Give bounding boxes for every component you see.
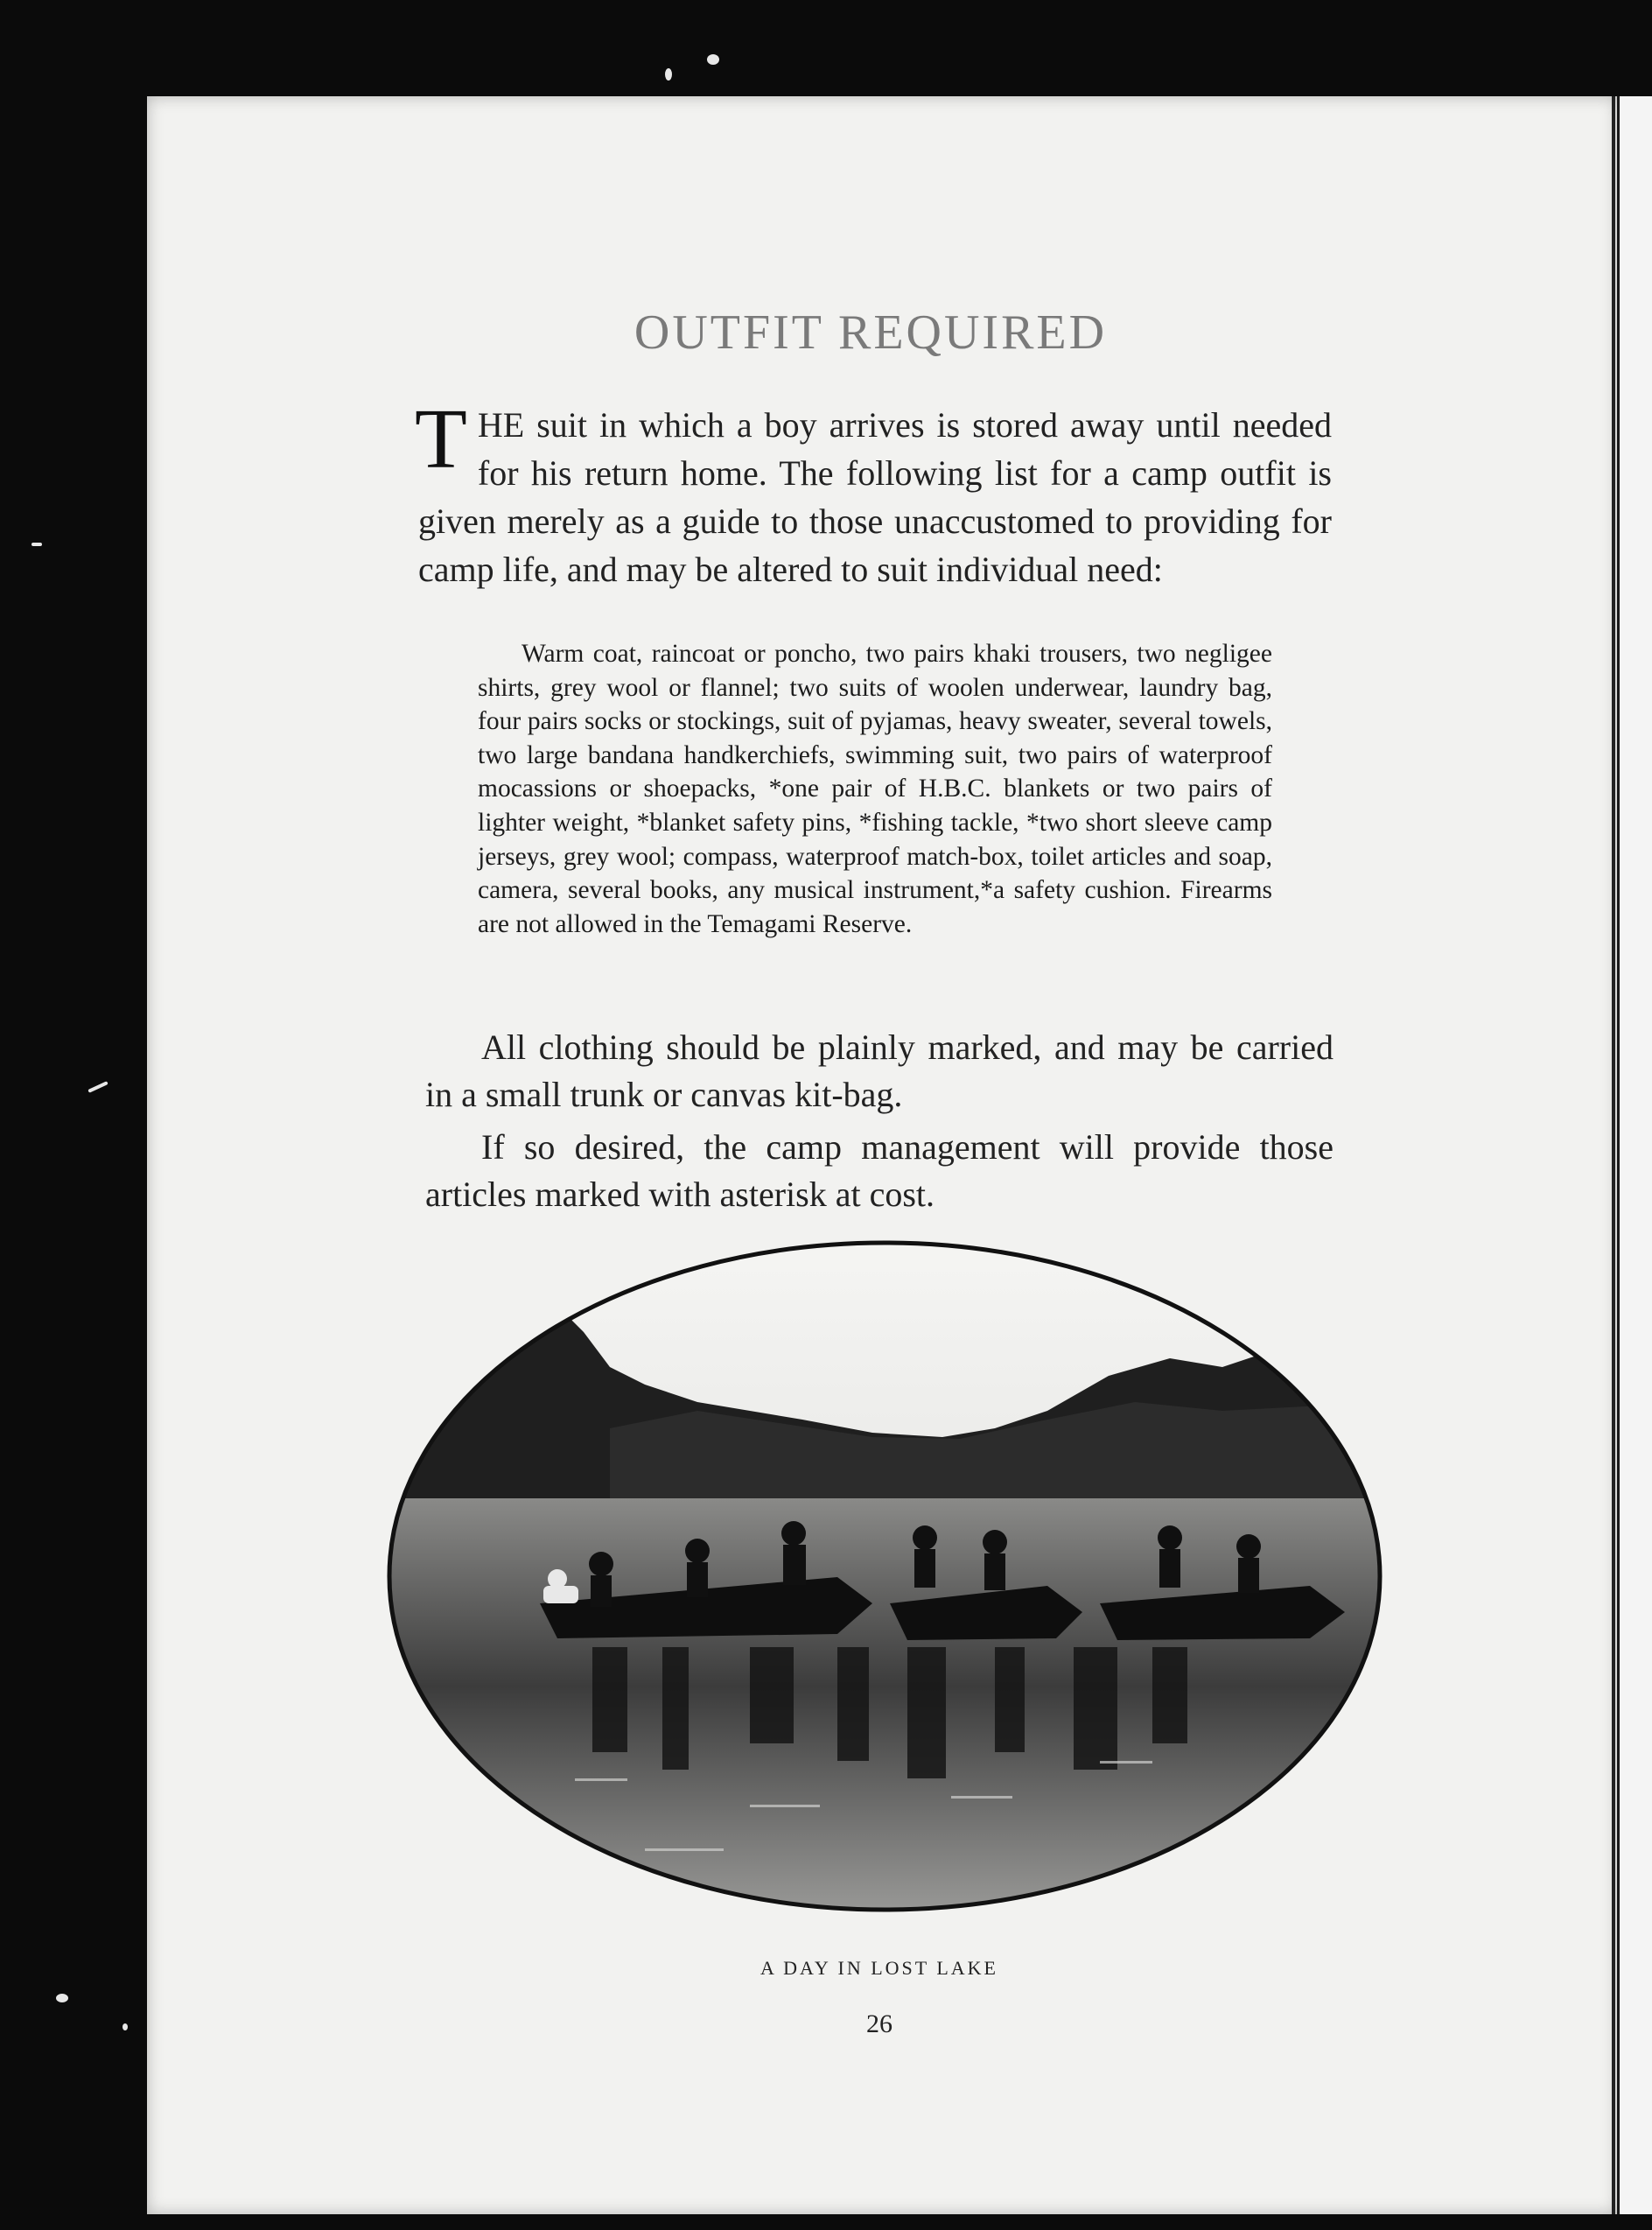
paragraph-marking: All clothing should be plainly marked, and may be carried in a small trunk or canvas kit-bag. xyxy=(425,1027,1334,1114)
scan-speck xyxy=(56,1994,68,2002)
intro-paragraph xyxy=(415,392,1332,593)
scan-speck xyxy=(88,1081,108,1093)
scan-speck xyxy=(665,68,672,81)
page-number: 26 xyxy=(866,2009,892,2038)
outfit-list: Warm coat, raincoat or poncho, two pairs khaki trousers, two negligee shirts, grey wool or flannel; two suits of woolen underwear, laundry bag, four pairs socks or stockings, suit of pyjamas, heavy sweater, several towels, two large bandana handkerchiefs, swimming suit, two pairs of waterproof mocassions or shoepacks, *one pair of H.B.C. blankets or two pairs of lighter weight, *blanket safety pins, *fishing tackle, *two short sleeve camp jerseys, grey wool; compass, waterproof match-box, toilet articles and soap, camera, several books, any musical instrument,*a safety cushion. Firearms are not allowed in the Temagami Reserve. xyxy=(478,640,1272,938)
scan-speck xyxy=(32,543,42,546)
facing-page-edge xyxy=(1617,96,1652,2214)
paragraph-asterisk: If so desired, the camp management will provide those articles marked with asterisk at cost. xyxy=(425,1127,1334,1214)
page-spine xyxy=(1612,96,1615,2214)
photo-caption: A DAY IN LOST LAKE xyxy=(760,1957,998,1979)
lake-photograph xyxy=(382,1236,1387,1917)
intro-text: HE suit in which a boy arrives is stored away until needed for his return home. The following list for a camp outfit is given merely as a guide to those unaccustomed to providing for camp life, and may be altered to suit individual need: xyxy=(418,405,1332,589)
page-title: OUTFIT REQUIRED xyxy=(634,305,1108,360)
scan-speck xyxy=(707,54,719,65)
drop-cap: T xyxy=(415,392,467,487)
